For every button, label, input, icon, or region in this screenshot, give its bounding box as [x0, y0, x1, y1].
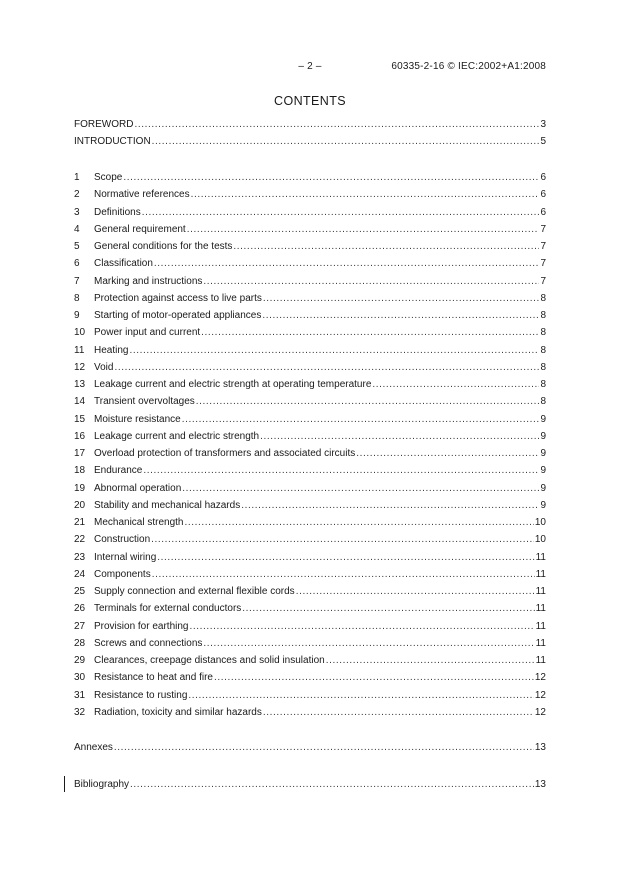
contents-title: CONTENTS	[274, 94, 346, 108]
toc-page-number: 7	[540, 275, 546, 287]
toc-clause-19[interactable]	[74, 482, 546, 496]
toc-entry-title: Transient overvoltages	[94, 396, 195, 408]
toc-clause-4[interactable]	[74, 223, 546, 237]
toc-dot-leader	[142, 206, 540, 220]
toc-clause-number: 26	[74, 603, 86, 615]
toc-entry-title: Annexes	[74, 742, 113, 753]
toc-clause-7[interactable]	[74, 275, 546, 289]
toc-entry-title: Definitions	[94, 206, 141, 218]
toc-entry-title: General conditions for the tests	[94, 241, 233, 252]
toc-page-number: 9	[540, 499, 546, 511]
toc-entry-title: Heating	[94, 344, 129, 356]
toc-page-number: 7	[540, 241, 546, 252]
toc-page-number: 13	[534, 742, 546, 753]
toc-clause-number: 7	[74, 275, 80, 287]
toc-page-number: 10	[534, 534, 546, 546]
toc-clause-26[interactable]	[74, 602, 546, 616]
toc-entry-title: Endurance	[94, 465, 143, 477]
toc-page-number: 11	[535, 655, 546, 666]
toc-clause-number: 5	[74, 241, 80, 252]
toc-clause-3[interactable]	[74, 206, 546, 220]
toc-entry-title: General requirement	[94, 223, 186, 235]
toc-entry-introduction[interactable]	[74, 135, 546, 149]
toc-clause-2[interactable]	[74, 188, 546, 202]
toc-entry-annexes[interactable]	[74, 741, 546, 755]
toc-clause-number: 28	[74, 637, 86, 649]
toc-clause-number: 12	[74, 361, 86, 373]
toc-dot-leader	[242, 602, 534, 616]
toc-clause-10[interactable]	[74, 326, 546, 340]
toc-clause-number: 6	[74, 258, 80, 270]
revision-change-bar	[64, 776, 65, 792]
toc-dot-leader	[263, 292, 540, 306]
toc-page-number: 9	[540, 430, 546, 442]
toc-entry-title: Overload protection of transformers and associated circuits	[94, 448, 356, 459]
toc-clause-number: 11	[74, 344, 85, 356]
toc-dot-leader	[152, 135, 540, 149]
toc-dot-leader	[114, 361, 539, 375]
toc-clause-17[interactable]	[74, 447, 546, 461]
toc-entry-title: Components	[94, 568, 151, 580]
toc-dot-leader	[187, 223, 540, 237]
toc-entry-title: Classification	[94, 258, 153, 270]
toc-dot-leader	[326, 654, 535, 668]
toc-entry-bibliography[interactable]	[74, 778, 546, 792]
toc-clause-number: 17	[74, 448, 86, 459]
toc-entry-title: Screws and connections	[94, 637, 203, 649]
toc-entry-title: Abnormal operation	[94, 482, 182, 494]
toc-clause-number: 25	[74, 586, 86, 597]
toc-clause-number: 22	[74, 534, 86, 546]
toc-dot-leader	[196, 395, 540, 409]
toc-clause-number: 10	[74, 327, 86, 339]
toc-entry-title: Leakage current and electric strength	[94, 430, 260, 442]
toc-dot-leader	[203, 637, 534, 651]
toc-entry-title: Moisture resistance	[94, 413, 181, 425]
toc-page-number: 8	[540, 292, 546, 304]
toc-entry-foreword[interactable]	[74, 118, 546, 132]
toc-dot-leader	[356, 447, 539, 461]
toc-dot-leader	[157, 551, 534, 565]
toc-entry-title: Construction	[94, 534, 151, 546]
toc-dot-leader	[201, 326, 539, 340]
toc-entry-title: Marking and instructions	[94, 275, 203, 287]
toc-dot-leader	[123, 171, 539, 185]
toc-dot-leader	[129, 344, 539, 358]
toc-clause-number: 29	[74, 655, 86, 666]
toc-page-number: 8	[540, 379, 546, 390]
toc-dot-leader	[188, 689, 533, 703]
toc-entry-title: Supply connection and external flexible cords	[94, 586, 295, 597]
toc-dot-leader	[190, 620, 535, 634]
toc-page-number: 10	[534, 517, 546, 528]
toc-page-number: 11	[535, 620, 546, 632]
toc-clause-number: 8	[74, 292, 80, 304]
toc-page-number: 6	[540, 206, 546, 218]
toc-dot-leader	[182, 413, 540, 427]
toc-dot-leader	[182, 482, 539, 496]
toc-dot-leader	[152, 568, 535, 582]
toc-clause-22[interactable]	[74, 533, 546, 547]
toc-clause-23[interactable]	[74, 551, 546, 565]
toc-page-number: 11	[535, 568, 546, 580]
toc-clause-13[interactable]	[74, 378, 546, 392]
toc-clause-number: 15	[74, 413, 86, 425]
toc-entry-title: Mechanical strength	[94, 517, 184, 528]
toc-entry-title: Stability and mechanical hazards	[94, 499, 241, 511]
toc-page-number: 6	[540, 172, 546, 183]
toc-clause-1[interactable]	[74, 171, 546, 185]
toc-page-number: 11	[535, 603, 546, 615]
toc-clause-18[interactable]	[74, 464, 546, 478]
toc-page-number: 5	[540, 136, 546, 147]
toc-clause-number: 19	[74, 482, 86, 494]
toc-page-number: 3	[540, 119, 546, 130]
toc-page-number: 8	[540, 396, 546, 408]
toc-entry-title: Starting of motor-operated appliances	[94, 310, 262, 321]
toc-entry-title: Protection against access to live parts	[94, 292, 262, 304]
toc-dot-leader	[263, 706, 534, 720]
toc-entry-title: Void	[94, 361, 114, 373]
toc-dot-leader	[185, 516, 534, 530]
toc-clause-5[interactable]	[74, 240, 546, 254]
toc-page-number: 8	[540, 310, 546, 321]
toc-entry-title: Bibliography	[74, 779, 130, 790]
toc-dot-leader	[233, 240, 539, 254]
toc-page-number: 12	[534, 689, 546, 701]
toc-page-number: 11	[535, 551, 546, 563]
toc-clause-number: 9	[74, 310, 80, 321]
toc-page-number: 13	[534, 779, 546, 790]
toc-clause-number: 2	[74, 189, 80, 201]
toc-dot-leader	[372, 378, 539, 392]
toc-clause-number: 18	[74, 465, 86, 477]
toc-clause-6[interactable]	[74, 257, 546, 271]
toc-clause-number: 4	[74, 223, 80, 235]
toc-clause-30[interactable]	[74, 671, 546, 685]
toc-entry-title: Radiation, toxicity and similar hazards	[94, 706, 262, 718]
toc-clause-27[interactable]	[74, 620, 546, 634]
toc-page-number: 9	[540, 413, 546, 425]
toc-clause-14[interactable]	[74, 395, 546, 409]
toc-clause-number: 3	[74, 206, 80, 218]
toc-page-number: 9	[540, 465, 546, 477]
toc-dot-leader	[203, 275, 539, 289]
toc-clause-number: 31	[74, 689, 86, 701]
toc-dot-leader	[191, 188, 540, 202]
toc-clause-32[interactable]	[74, 706, 546, 720]
toc-page-number: 8	[540, 361, 546, 373]
toc-dot-leader	[262, 309, 539, 323]
toc-clause-28[interactable]	[74, 637, 546, 651]
toc-dot-leader	[114, 741, 534, 755]
toc-clause-number: 27	[74, 620, 86, 632]
toc-page-number: 12	[534, 672, 546, 684]
toc-dot-leader	[130, 778, 534, 792]
toc-clause-25[interactable]	[74, 585, 546, 599]
toc-page-number: 11	[535, 586, 546, 597]
toc-entry-title: Leakage current and electric strength at operating temperature	[94, 379, 372, 390]
toc-dot-leader	[154, 257, 540, 271]
toc-clause-9[interactable]	[74, 309, 546, 323]
toc-entry-title: Scope	[94, 172, 123, 183]
toc-page-number: 8	[540, 344, 546, 356]
toc-dot-leader	[143, 464, 539, 478]
toc-clause-number: 1	[74, 172, 80, 183]
toc-clause-11[interactable]	[74, 344, 546, 358]
toc-page-number: 9	[540, 482, 546, 494]
toc-dot-leader	[260, 430, 539, 444]
toc-dot-leader	[151, 533, 534, 547]
toc-entry-title: Resistance to rusting	[94, 689, 188, 701]
toc-clause-number: 21	[74, 517, 86, 528]
toc-clause-29[interactable]	[74, 654, 546, 668]
toc-entry-title: Normative references	[94, 189, 190, 201]
toc-dot-leader	[214, 671, 534, 685]
toc-clause-number: 30	[74, 672, 86, 684]
toc-page-number: 7	[540, 223, 546, 235]
toc-entry-title: Resistance to heat and fire	[94, 672, 213, 684]
toc-clause-number: 32	[74, 706, 86, 718]
toc-clause-24[interactable]	[74, 568, 546, 582]
document-reference: 60335-2-16 © IEC:2002+A1:2008	[391, 61, 546, 72]
toc-clause-31[interactable]	[74, 689, 546, 703]
toc-page-number: 8	[540, 327, 546, 339]
toc-page-number: 11	[535, 637, 546, 649]
toc-page-number: 9	[540, 448, 546, 459]
toc-dot-leader	[241, 499, 539, 513]
toc-clause-15[interactable]	[74, 413, 546, 427]
toc-entry-title: Provision for earthing	[94, 620, 189, 632]
toc-clause-20[interactable]	[74, 499, 546, 513]
toc-page-number: 6	[540, 189, 546, 201]
toc-entry-title: Internal wiring	[94, 551, 157, 563]
toc-clause-number: 24	[74, 568, 86, 580]
toc-clause-number: 13	[74, 379, 86, 390]
toc-clause-number: 20	[74, 499, 86, 511]
toc-clause-12[interactable]	[74, 361, 546, 375]
toc-dot-leader	[134, 118, 539, 132]
toc-page-number: 12	[534, 706, 546, 718]
toc-clause-number: 14	[74, 396, 86, 408]
page-number: – 2 –	[298, 61, 322, 72]
toc-clause-16[interactable]	[74, 430, 546, 444]
toc-clause-21[interactable]	[74, 516, 546, 530]
toc-entry-title: Power input and current	[94, 327, 201, 339]
toc-entry-title: INTRODUCTION	[74, 136, 151, 147]
toc-dot-leader	[296, 585, 535, 599]
toc-clause-number: 23	[74, 551, 86, 563]
toc-clause-number: 16	[74, 430, 86, 442]
toc-entry-title: Terminals for external conductors	[94, 603, 242, 615]
toc-entry-title: FOREWORD	[74, 119, 134, 130]
toc-page-number: 7	[540, 258, 546, 270]
toc-clause-8[interactable]	[74, 292, 546, 306]
toc-entry-title: Clearances, creepage distances and solid insulation	[94, 655, 325, 666]
